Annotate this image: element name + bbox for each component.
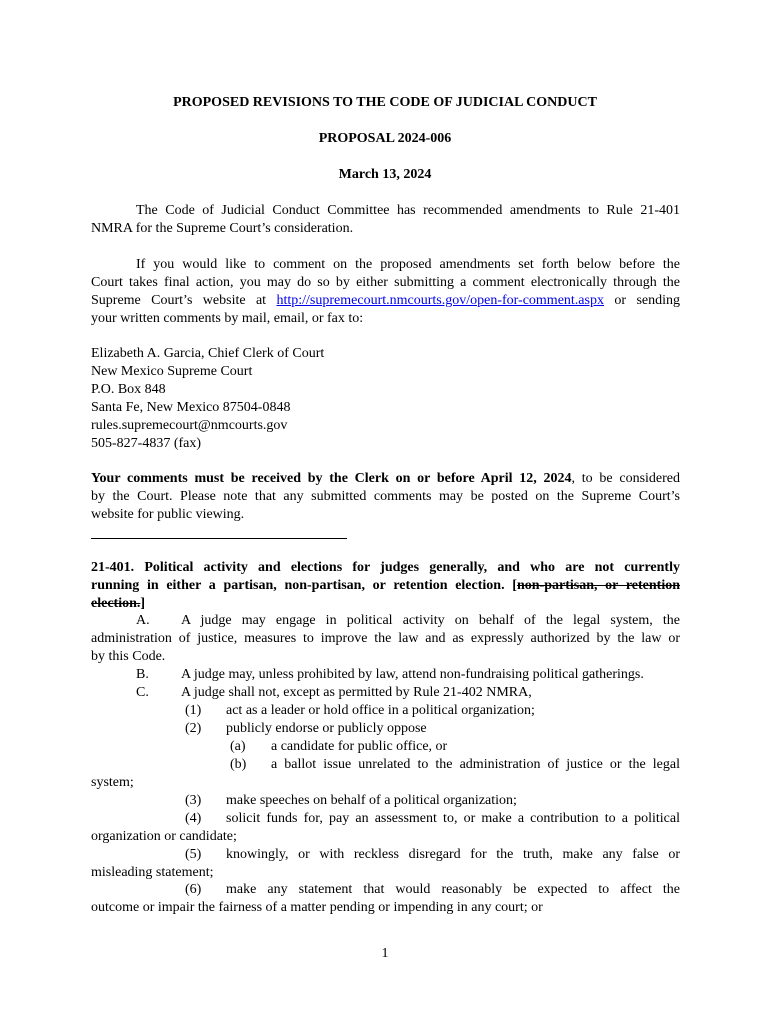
item-6-text: make any statement that would reasonably be expected to affect the bbox=[226, 882, 680, 897]
deadline-line-1 bbox=[91, 470, 680, 488]
deadline-bold: Your comments must be received by the Clerk on or before April 12, 2024 bbox=[91, 471, 572, 486]
paragraph-a-line-1: A judge may engage in political activity on behalf of the legal system, the bbox=[181, 613, 680, 628]
website-prefix: Supreme Court’s website at bbox=[91, 293, 277, 308]
rule-heading-line-3 bbox=[91, 595, 680, 613]
address-email: rules.supremecourt@nmcourts.gov bbox=[91, 418, 288, 433]
item-a-label: (a) bbox=[230, 739, 246, 754]
paragraph-a-line-2: administration of justice, measures to improve the law and as expressly authorized by the law or bbox=[91, 631, 680, 646]
item-2-label: (2) bbox=[185, 721, 202, 736]
intro-paragraph-1-line-2: NMRA for the Supreme Court’s consideration. bbox=[91, 221, 354, 236]
paragraph-c-text: A judge shall not, except as permitted by Rule 21-402 NMRA, bbox=[181, 685, 532, 700]
item-4-continuation: organization or candidate; bbox=[91, 829, 237, 844]
item-b-label: (b) bbox=[230, 757, 247, 772]
deleted-text: non-partisan, or retention bbox=[516, 578, 681, 593]
document-date: March 13, 2024 bbox=[338, 167, 432, 182]
bracket-close: ] bbox=[140, 596, 146, 611]
item-6-continuation: outcome or impair the fairness of a matter pending or impending in any court; or bbox=[91, 900, 543, 915]
item-a-text: a candidate for public office, or bbox=[271, 739, 448, 754]
address-court: New Mexico Supreme Court bbox=[91, 364, 253, 379]
deadline-line-3: website for public viewing. bbox=[91, 507, 245, 522]
item-3-label: (3) bbox=[185, 793, 202, 808]
intro-paragraph-2-line-2: Court takes final action, you may do so by either submitting a comment electronically through the bbox=[91, 275, 680, 290]
rule-heading-line-1: 21-401. Political activity and elections for judges generally, and who are not currently bbox=[91, 560, 680, 575]
item-2-text: publicly endorse or publicly oppose bbox=[226, 721, 427, 736]
intro-paragraph-2-line-4: your written comments by mail, email, or fax to: bbox=[91, 311, 364, 326]
website-suffix: or sending bbox=[603, 293, 680, 308]
item-5-label: (5) bbox=[185, 847, 202, 862]
item-4-text: solicit funds for, pay an assessment to, or make a contribution to a political bbox=[226, 811, 680, 826]
address-po-box: P.O. Box 848 bbox=[91, 382, 166, 397]
deadline-rest: , to be considered bbox=[571, 471, 681, 486]
deleted-text: election. bbox=[91, 596, 141, 611]
paragraph-c-label: C. bbox=[136, 685, 149, 700]
intro-paragraph-2-line-3 bbox=[91, 292, 680, 310]
address-fax: 505-827-4837 (fax) bbox=[91, 436, 202, 451]
intro-paragraph-2-line-1: If you would like to comment on the proposed amendments set forth below before the bbox=[136, 257, 680, 272]
document-title: PROPOSED REVISIONS TO THE CODE OF JUDICIAL CONDUCT bbox=[173, 95, 597, 110]
address-city: Santa Fe, New Mexico 87504-0848 bbox=[91, 400, 291, 415]
rule-heading-text: running in either a partisan, non-partisan, or retention election. [ bbox=[91, 578, 517, 593]
item-5-continuation: misleading statement; bbox=[91, 865, 214, 880]
item-b-continuation: system; bbox=[91, 775, 134, 790]
section-divider bbox=[91, 538, 347, 539]
paragraph-b-label: B. bbox=[136, 667, 149, 682]
item-b-text: a ballot issue unrelated to the administration of justice or the legal bbox=[271, 757, 680, 772]
item-5-text: knowingly, or with reckless disregard for the truth, make any false or bbox=[226, 847, 680, 862]
address-clerk-name: Elizabeth A. Garcia, Chief Clerk of Court bbox=[91, 346, 325, 361]
item-6-label: (6) bbox=[185, 882, 202, 897]
item-3-text: make speeches on behalf of a political organization; bbox=[226, 793, 517, 808]
item-4-label: (4) bbox=[185, 811, 202, 826]
paragraph-a-label: A. bbox=[136, 613, 150, 628]
proposal-number: PROPOSAL 2024-006 bbox=[318, 131, 452, 146]
item-1-text: act as a leader or hold office in a political organization; bbox=[226, 703, 535, 718]
paragraph-a-line-3: by this Code. bbox=[91, 649, 166, 664]
item-1-label: (1) bbox=[185, 703, 202, 718]
deadline-line-2: by the Court. Please note that any submitted comments may be posted on the Supreme Court’s bbox=[91, 489, 680, 504]
rule-heading-line-2 bbox=[91, 577, 680, 595]
comment-website-link[interactable]: http://supremecourt.nmcourts.gov/open-for-comment.aspx bbox=[276, 293, 604, 308]
paragraph-b-text: A judge may, unless prohibited by law, attend non-fundraising political gatherings. bbox=[181, 667, 644, 682]
page-number: 1 bbox=[381, 946, 389, 961]
intro-paragraph-1-line-1: The Code of Judicial Conduct Committee has recommended amendments to Rule 21-401 bbox=[136, 203, 680, 218]
